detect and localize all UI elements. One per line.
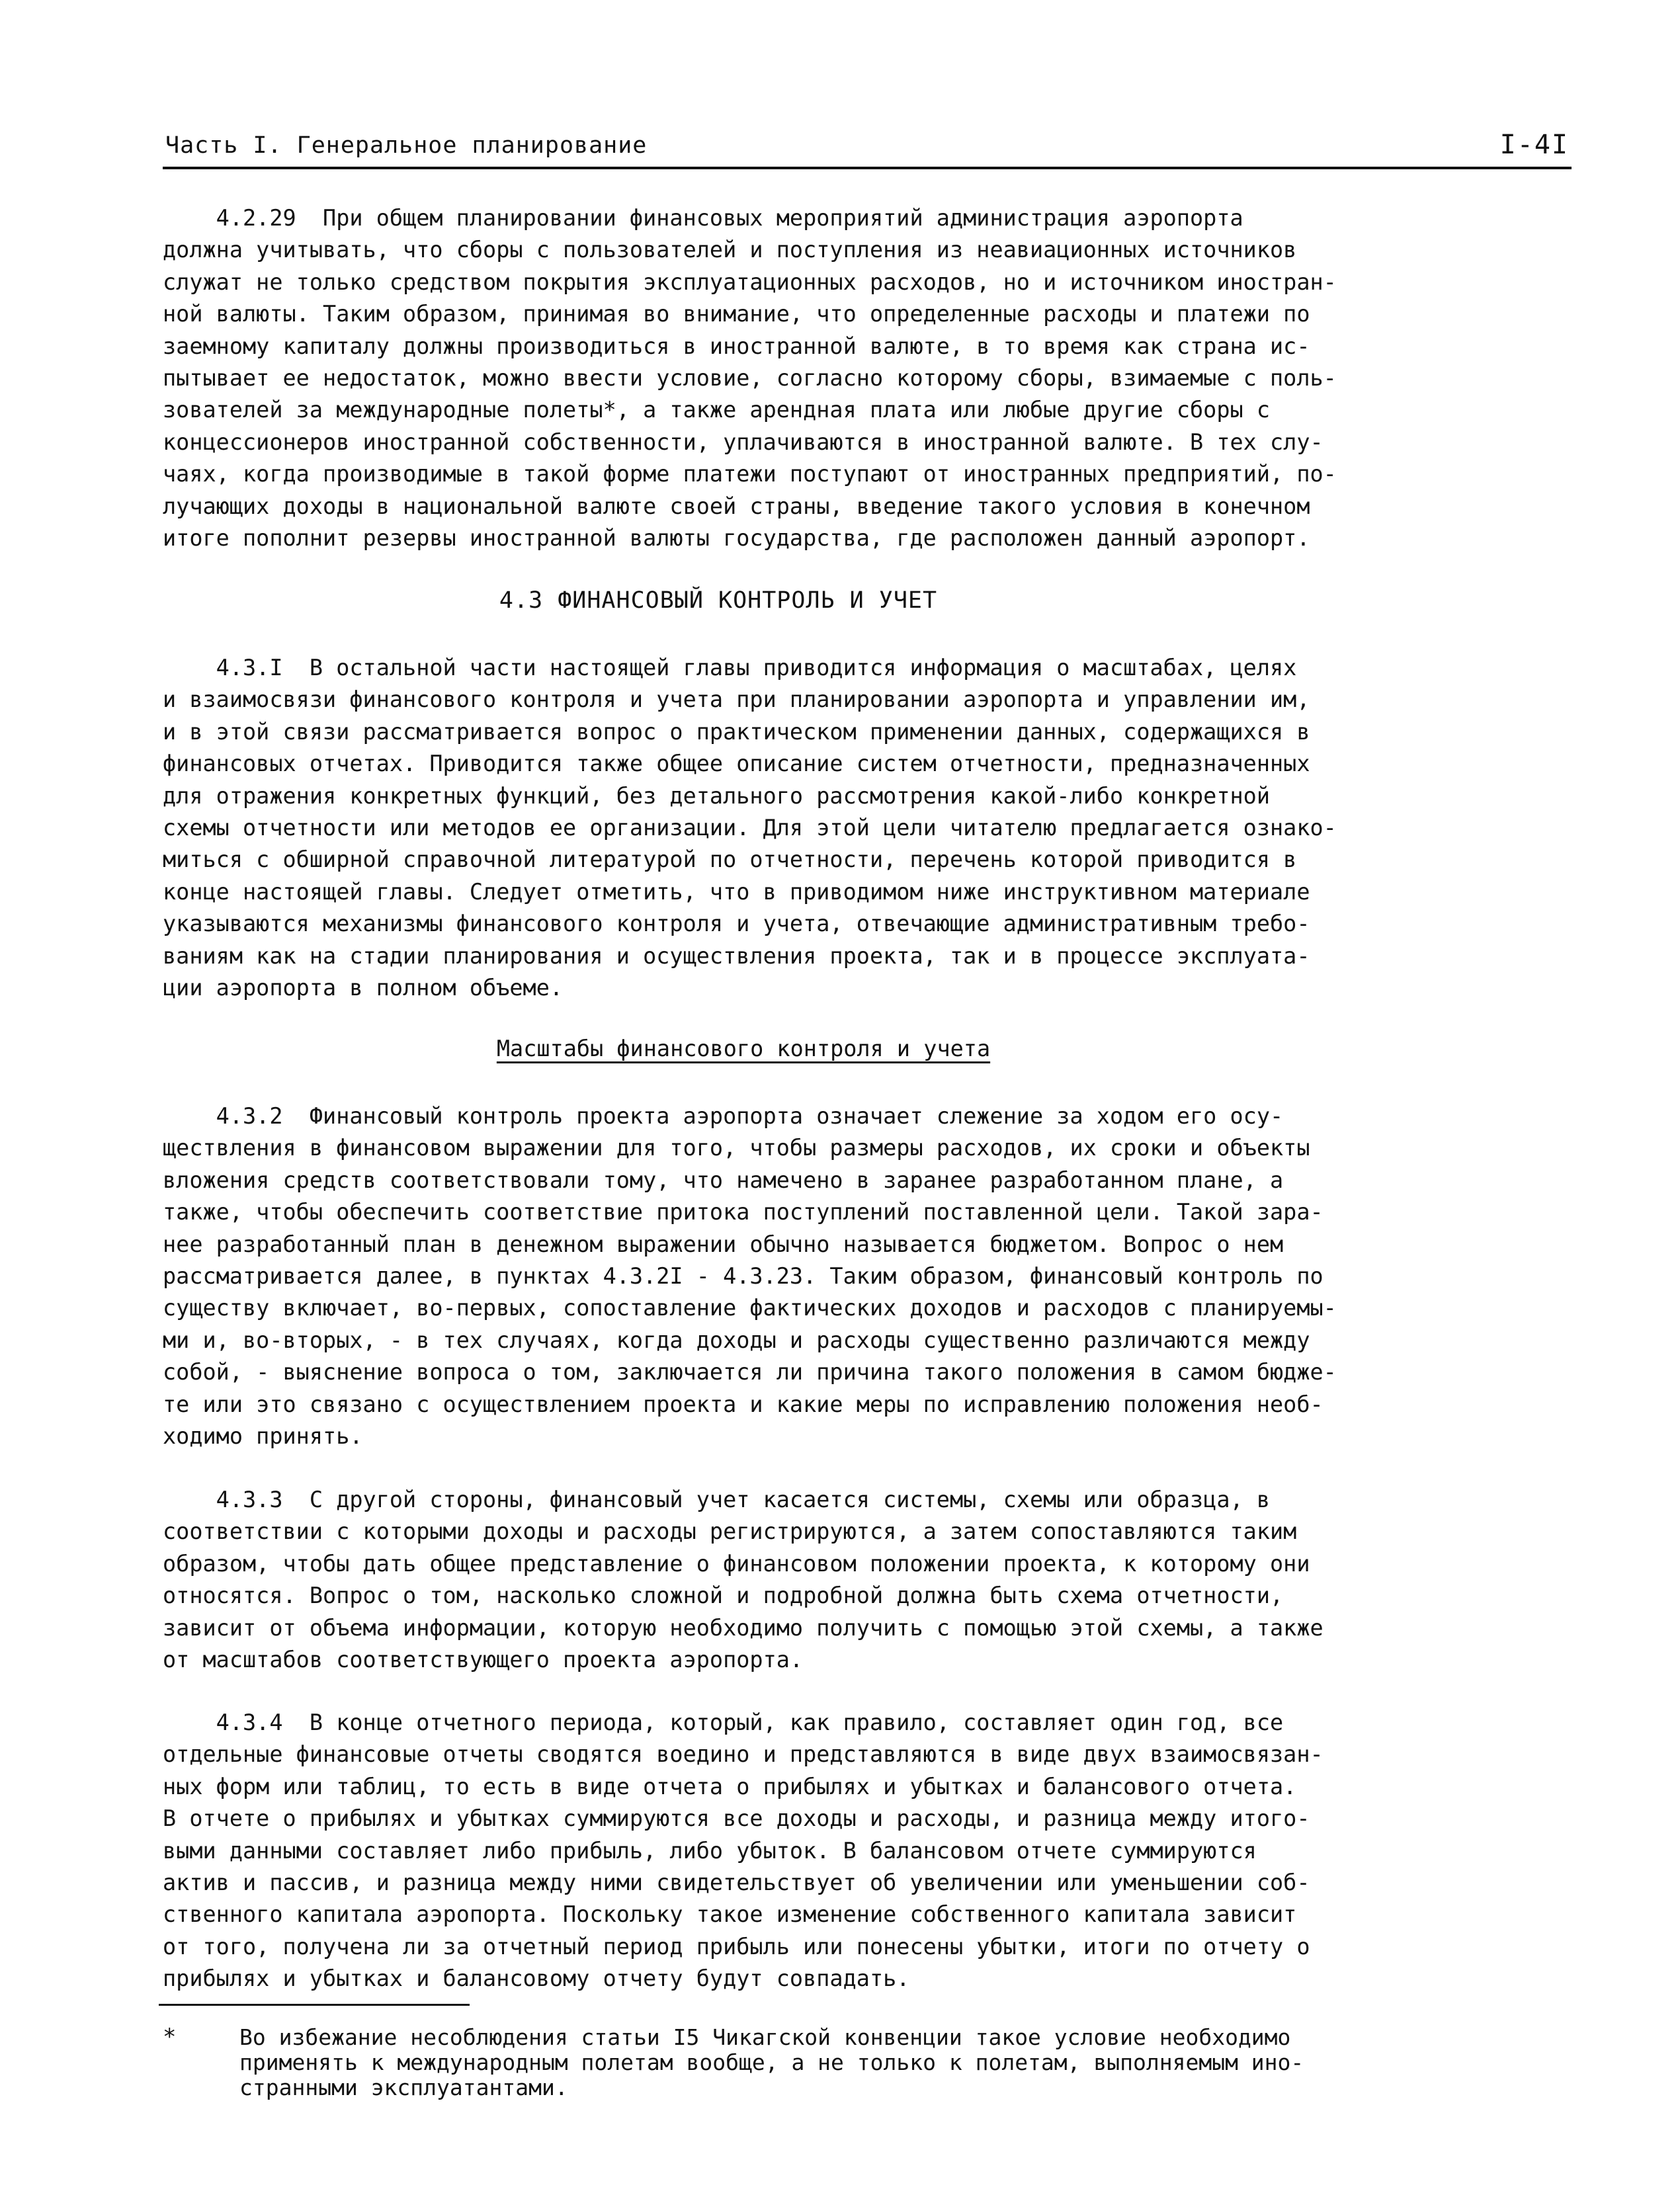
footnote-divider: [159, 2004, 470, 2006]
paragraph-4-2-29: 4.2.29 При общем планировании финансовых мероприятий администрация аэропорта должна учитывать, что сборы с пользователей и поступления из неавиационных источников служат не только средством покрытия эксплуатационных расходов, но и источником иностран- ной валюты. Таким образом, принимая во внимание, что определенные расходы и платежи по заемному капиталу должны производиться в иностранной валюте, в то время как страна ис- пытывает ее недостаток, можно ввести условие, согласно которому сборы, взимаемые с поль- зователей за международные полеты*, а также арендная плата или любые другие сборы с концессионеров иностранной собственности, уплачиваются в иностранной валюте. В тех слу- чаях, когда производимые в такой форме платежи поступают от иностранных предприятий, по- лучающих доходы в национальной валюте своей страны, введение такого условия в конечном итоге пополнит резервы иностранной валюты государства, где расположен данный аэропорт.: [163, 205, 1337, 552]
footnote-marker: *: [163, 2024, 177, 2050]
paragraph-4-3-1: 4.3.I В остальной части настоящей главы приводится информация о масштабах, целях и взаимосвязи финансового контроля и учета при планировании аэропорта и управлении им, и в этой связи рассматривается вопрос о практическом применении данных, содержащихся в финансовых отчетах. Приводится также общее описание систем отчетности, предназначенных для отражения конкретных функций, без детального рассмотрения какой-либо конкретной схемы отчетности или методов ее организации. Для этой цели читателю предлагается ознако- миться с обширной справочной литературой по отчетности, перечень которой приводится в конце настоящей главы. Следует отметить, что в приводимом ниже инструктивном материале указываются механизмы финансового контроля и учета, отвечающие административным требо- ваниям как на стадии планирования и осуществления проекта, так и в процессе эксплуата- ции аэропорта в полном объеме.: [163, 655, 1337, 1001]
header-title: Часть I. Генеральное планирование: [165, 132, 648, 159]
subsection-heading-text: Масштабы финансового контроля и учета: [496, 1036, 991, 1061]
section-heading-4-3: 4.3 ФИНАНСОВЫЙ КОНТРОЛЬ И УЧЕТ: [499, 587, 938, 614]
paragraph-4-3-2: 4.3.2 Финансовый контроль проекта аэропорта означает слежение за ходом его осу- ществления в финансовом выражении для того, чтобы размеры расходов, их сроки и объекты вложения средств соответствовали тому, что намечено в заранее разработанном плане, а также, чтобы обеспечить соответствие притока поступлений поставленной цели. Такой зара- нее разработанный план в денежном выражении обычно называется бюджетом. Вопрос о нем рассматривается далее, в пунктах 4.3.2I - 4.3.23. Таким образом, финансовый контроль по существу включает, во-первых, сопоставление фактических доходов и расходов с планируемы- ми и, во-вторых, - в тех случаях, когда доходы и расходы существенно различаются между собой, - выяснение вопроса о том, заключается ли причина такого положения в самом бюдже- те или это связано с осуществлением проекта и какие меры по исправлению положения необ- ходимо принять.: [163, 1103, 1337, 1450]
page-number: I-4I: [1499, 130, 1569, 160]
footnote-text: Во избежание несоблюдения статьи I5 Чикагской конвенции такое условие необходимо применять к международным полетам вообще, а не только к полетам, выполняемым ино- странными эксплуатантами.: [239, 2024, 1304, 2100]
subsection-heading: [163, 1036, 1324, 1061]
paragraph-4-3-4: 4.3.4 В конце отчетного периода, который, как правило, составляет один год, все отдельные финансовые отчеты сводятся воедино и представляются в виде двух взаимосвязан- ных форм или таблиц, то есть в виде отчета о прибылях и убытках и балансового отчета. В отчете о прибылях и убытках суммируются все доходы и расходы, и разница между итого- выми данными составляет либо прибыль, либо убыток. В балансовом отчете суммируются актив и пассив, и разница между ними свидетельствует об увеличении или уменьшении соб- ственного капитала аэропорта. Поскольку такое изменение собственного капитала зависит от того, получена ли за отчетный период прибыль или понесены убытки, итоги по отчету о прибылях и убытках и балансовому отчету будут совпадать.: [163, 1710, 1323, 1992]
paragraph-4-3-3: 4.3.3 С другой стороны, финансовый учет касается системы, схемы или образца, в соответствии с которыми доходы и расходы регистрируются, а затем сопоставляются таким образом, чтобы дать общее представление о финансовом положении проекта, к которому они относятся. Вопрос о том, насколько сложной и подробной должна быть схема отчетности, зависит от объема информации, которую необходимо получить с помощью этой схемы, а также от масштабов соответствующего проекта аэропорта.: [163, 1487, 1323, 1673]
running-header: [163, 130, 1572, 169]
